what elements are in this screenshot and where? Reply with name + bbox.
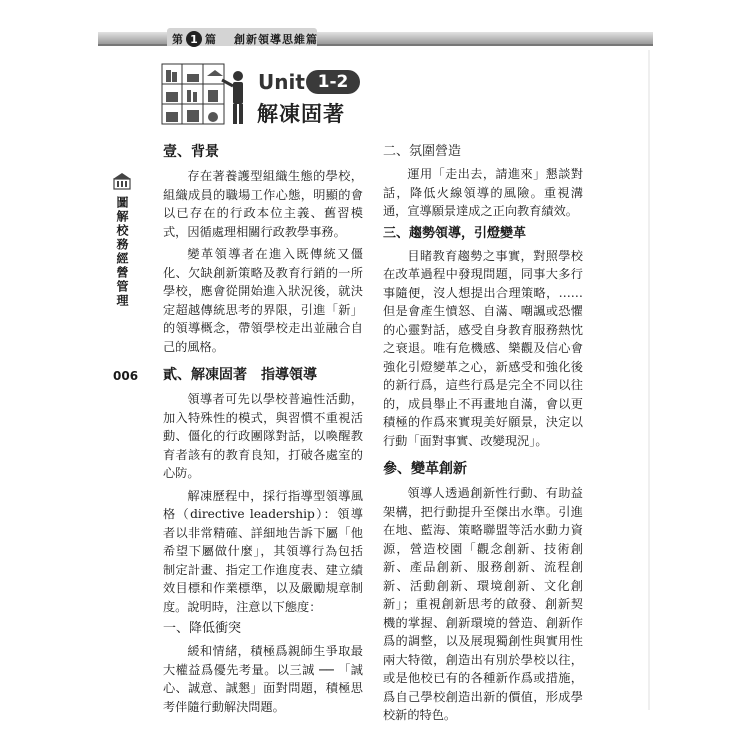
paragraph: 緩和情緒，積極爲親師生爭取最大權益爲優先考量。以三誠 ── 「誠心、誠意、誠懇」面對問題，積極思考伴隨行動解決問題。 [163,644,363,714]
right-column [383,143,583,729]
book-title-vertical: 圖解校務經營管理 [115,196,129,308]
unit-title: 解凍固著 [257,102,345,126]
paragraph: 解凍歷程中，採行指導型領導風格（directive leadership）：領導者以非常精確、詳細地告訴下屬「他希望下屬做什麼」，其領導行為包括制定計畫、指定工作進度表、建立績效目標和作業標準，以及嚴勵規章制度。說明時，注意以下態度： [163,488,363,614]
section-heading: 壹、背景 [163,144,219,160]
paragraph: 變革領導者在進入既傳統又僵化、欠缺創新策略及教育行銷的一所學校，應會從開始進入狀況後，就決定超越傳統思考的界限，引進「新」的領導概念，帶領學校走出並融合自己的風格。 [163,247,363,354]
page-edge [648,50,650,710]
unit-illustration [160,62,255,128]
part-label [172,31,216,47]
part-prefix: 第 [172,33,183,46]
section-heading: 參、變革創新 [383,461,467,477]
paragraph: 目睹教育趨勢之事實，對照學校在改革過程中發現問題，同事大多行事隨便，沒人想提出合理策略，……但是會產生憤怒、自滿、嘲諷或恐懼的心靈對話，感受自身教育服務熱忱之衰退。唯有危機感、樂觀及信心會強化引燈變革之心，新感受和強化後的新行爲，這些行爲是完全不同以往的，成員舉止不再畫地自滿，會以更積極的作爲來實現美好願景，決定以行動「面對事實、改變現況」。 [383,248,583,448]
paragraph: 領導人透過創新性行動、有助益架構，把行動提升至傑出水準。引進在地、藍海、策略聯盟等活水動力資源，營造校園「觀念創新、技術創新、產品創新、服務創新、流程創新、活動創新、環境創新、文化創新」；重視創新思考的啟發、創新契機的掌握、創新環境的營造、創新作爲的調整，以及展現獨創性與實用性兩大特徵，創造出有別於學校以往，或是他校已有的各種新作爲或措施，爲自己學校創造出新的價值，形成學校新的特色。 [383,486,583,722]
paragraph: 運用「走出去，請進來」懇談對話，降低火線領導的風險。重視溝通，宣導願景達成之正向教育績效。 [383,167,583,218]
school-building-icon [112,172,132,190]
part-number-badge: 1 [186,31,202,47]
page-number: 006 [113,369,139,383]
part-suffix: 篇 [205,33,216,46]
paragraph: 存在著養護型組織生態的學校，組織成員的職場工作心態，明顯的會以已存在的行政本位主義、舊習模式，因循處理相關行政教學事務。 [163,169,363,239]
part-title: 創新領導思維篇 [234,33,318,46]
subsection-heading: 三、趨勢領導，引燈變革 [383,225,527,241]
left-column [163,143,363,720]
section-heading: 貳、解凍固著 指導領導 [163,367,317,383]
sidebar [112,172,134,308]
unit-number-badge: 1-2 [306,70,360,94]
subsection-heading: 一、降低衝突 [163,621,242,636]
unit-label: Unit [258,70,305,94]
subsection-heading: 二、氛圍營造 [383,144,462,159]
paragraph: 領導者可先以學校普遍性活動，加入特殊性的模式，與習慣不重視活動、僵化的行政團隊對話，以喚醒教育者該有的教育良知，打破各處室的心防。 [163,392,363,480]
